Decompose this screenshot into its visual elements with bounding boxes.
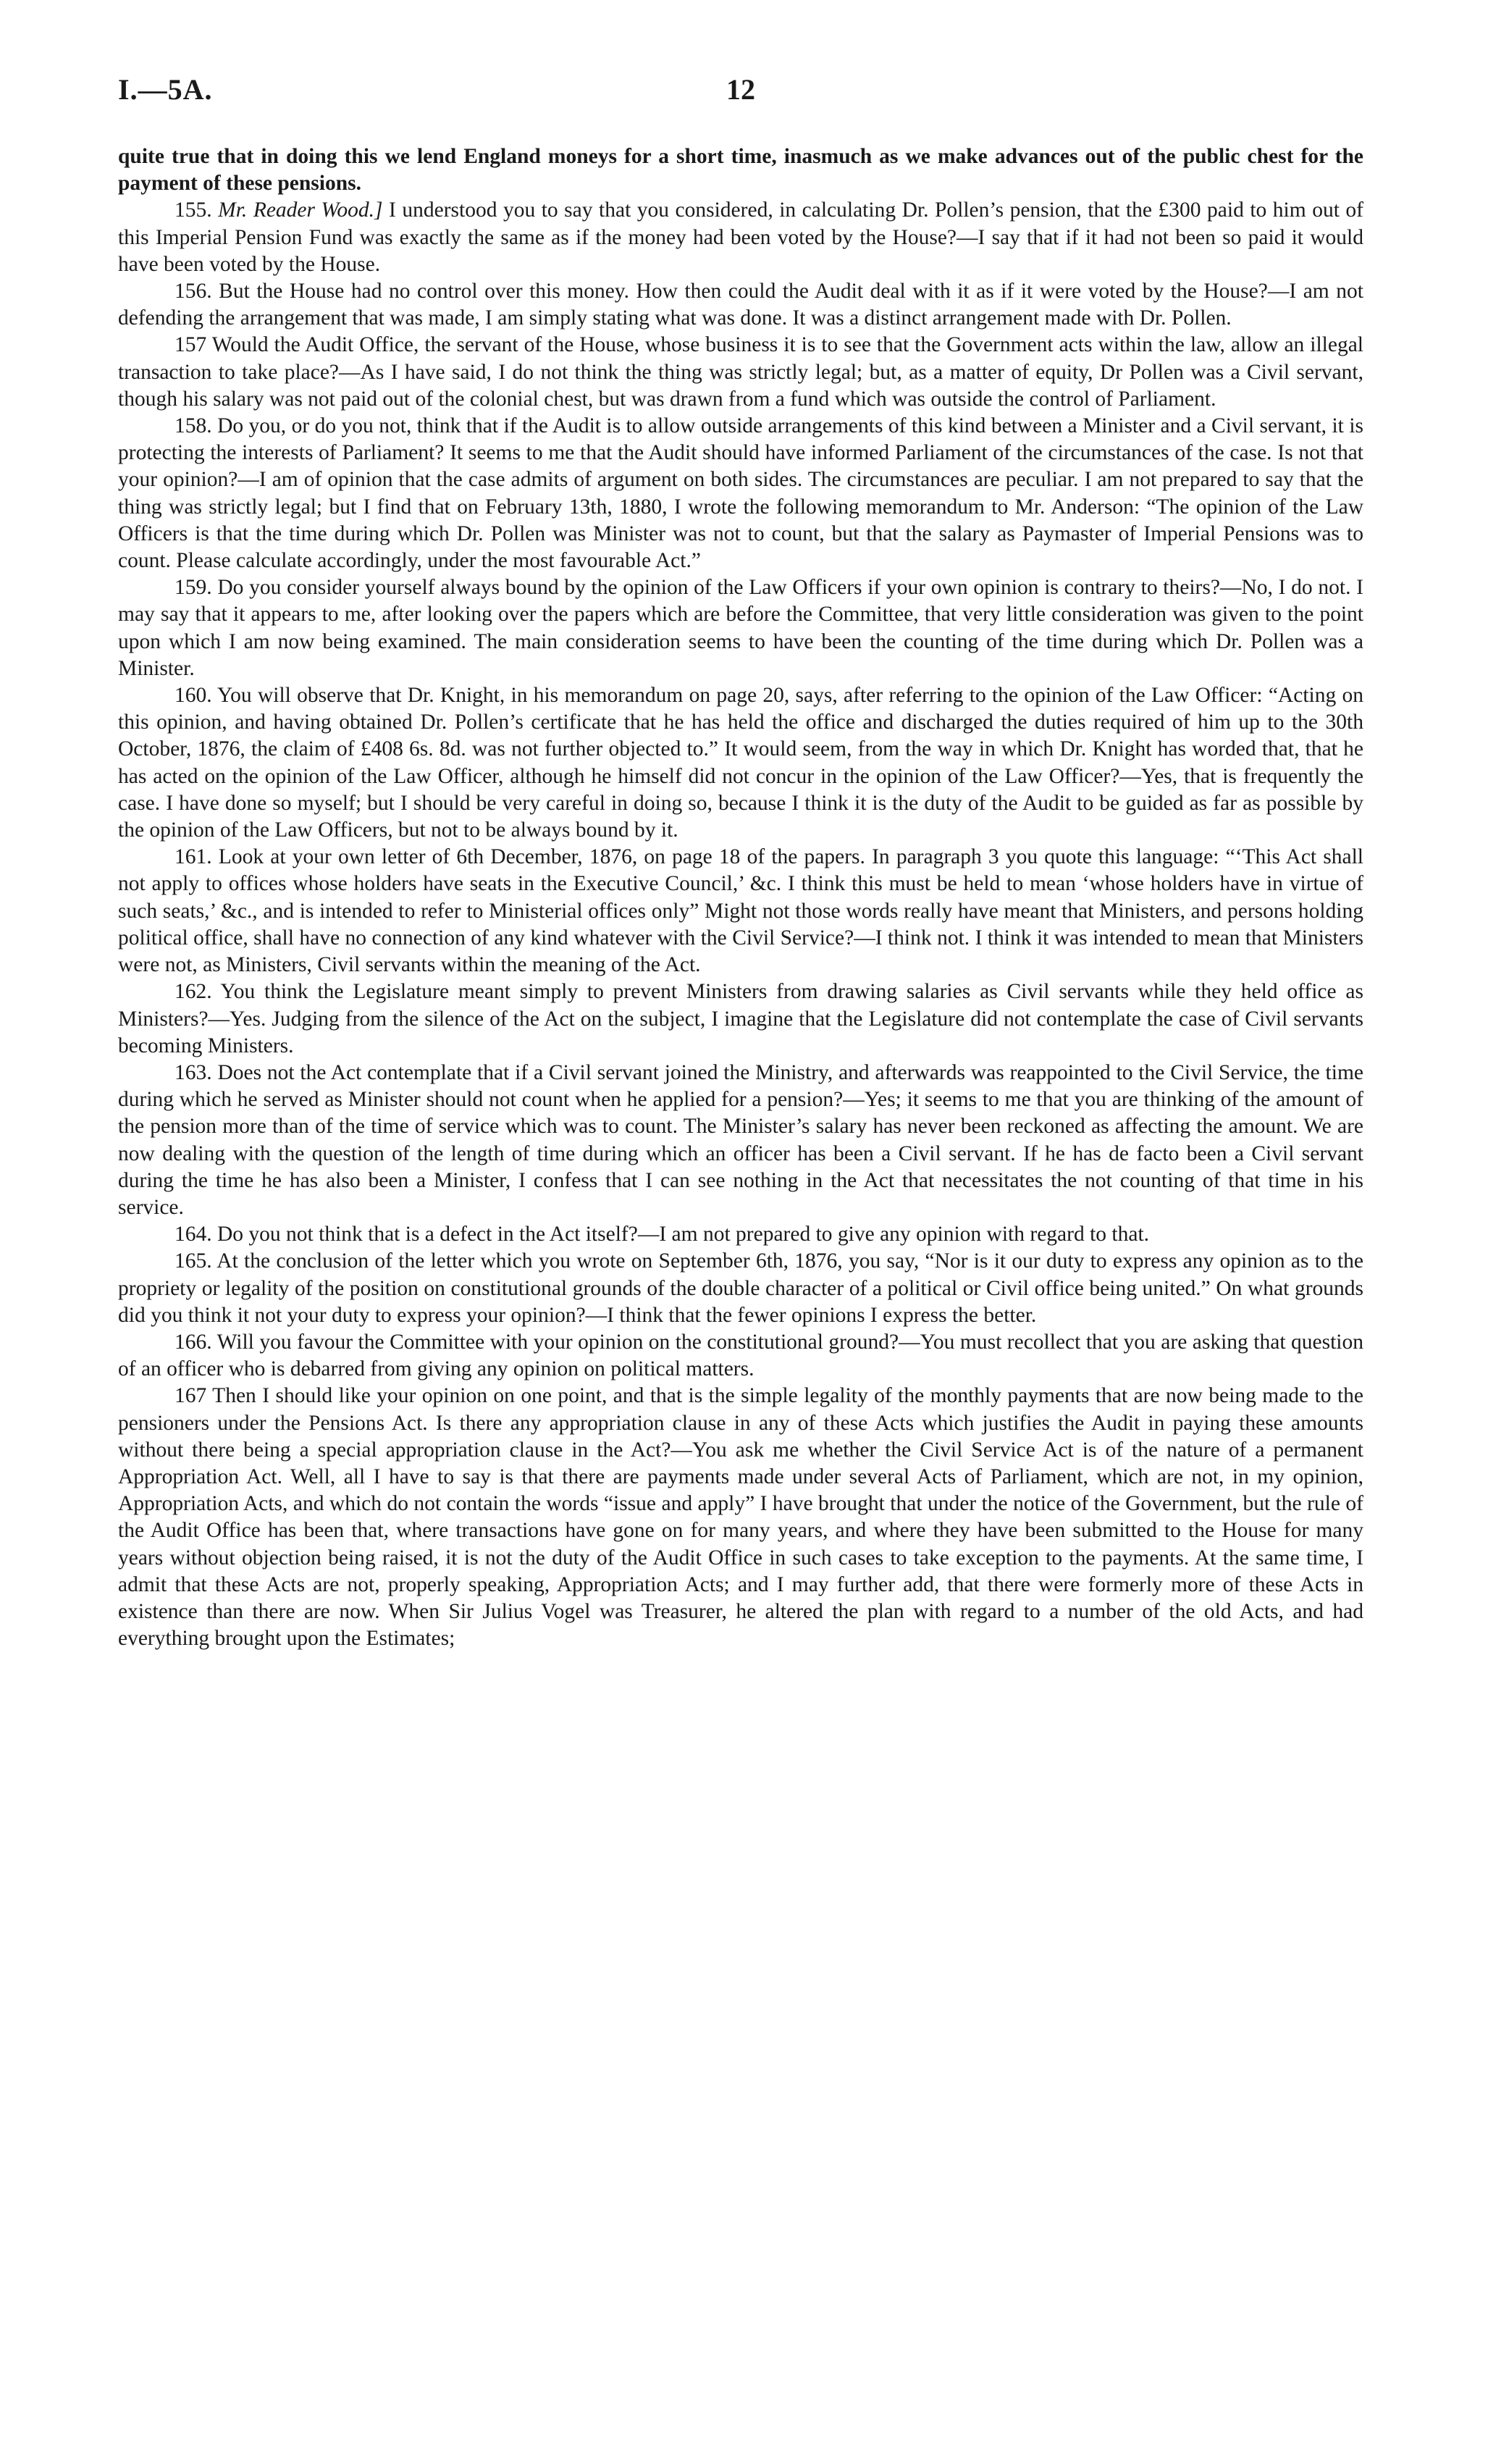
question-number: 156. bbox=[175, 280, 212, 303]
paragraph-text: I understood you to say that you considered, in calculating Dr. Pollen’s pension, that the £300 paid to him out of this Imperial Pension Fund was exactly the same as if the money had been voted by the House?—I say that if it had not been so paid it would have been voted by the House. bbox=[118, 198, 1363, 276]
paragraph-text: Do you not think that is a defect in the Act itself?—I am not prepared to give any opinion with regard to that. bbox=[217, 1223, 1150, 1246]
question-166 bbox=[118, 1329, 1363, 1383]
question-number: 158. bbox=[175, 414, 212, 438]
question-number: 161. bbox=[175, 845, 212, 869]
paragraph-text: Will you favour the Committee with your opinion on the constitutional ground?—You must recollect that you are asking that question of an officer who is debarred from giving any opinion on political matters. bbox=[118, 1330, 1363, 1381]
question-number: 159. bbox=[175, 576, 212, 600]
question-162 bbox=[118, 979, 1363, 1060]
question-number: 162. bbox=[175, 980, 212, 1004]
question-155 bbox=[118, 197, 1363, 278]
question-number: 166. bbox=[175, 1330, 212, 1354]
paragraph-text: quite true that in doing this we lend England moneys for a short time, inasmuch as we make advances out of the public chest for the payment of these pensions. bbox=[118, 145, 1363, 196]
question-165 bbox=[118, 1248, 1363, 1329]
question-number: 155. bbox=[175, 198, 212, 222]
page-header bbox=[118, 72, 1363, 123]
question-160 bbox=[118, 682, 1363, 844]
question-161 bbox=[118, 844, 1363, 979]
paragraph-text: Then I should like your opinion on one point, and that is the simple legality of the monthly payments that are now being made to the pensioners under the Pensions Act. Is there any appropriation clause in any of these Acts which justifies the Audit in paying these amounts without there being a special appropriation clause in the Act?—You ask me whether the Civil Service Act is of the nature of a permanent Appropriation Act. Well, all I have to say is that there are payments made under several Acts of Parliament, which are not, in my opinion, Appropriation Acts, and which do not contain the words “issue and apply” I have brought that under the notice of the Government, but the rule of the Audit Office has been that, where transactions have gone on for many years, and where they have been submitted to the House for many years without objection being raised, it is not the duty of the Audit Office in such cases to take exception to the payments. At the same time, I admit that these Acts are not, properly speaking, Appropriation Acts; and I may further add, that there were formerly more of these Acts in existence than there are now. When Sir Julius Vogel was Treasurer, he altered the plan with regard to a number of the old Acts, and had everything brought upon the Estimates; bbox=[118, 1384, 1364, 1651]
question-number: 165. bbox=[175, 1249, 212, 1273]
question-157 bbox=[118, 332, 1363, 413]
question-167 bbox=[118, 1383, 1363, 1652]
paragraph-text: Would the Audit Office, the servant of the House, whose business it is to see that the Government acts within the law, allow an illegal transaction to take place?—As I have said, I do not think the thing was strictly legal; but, as a matter of equity, Dr Pollen was a Civil servant, though his salary was not paid out of the colonial chest, but was drawn from a fund which was outside the control of Parliament. bbox=[118, 333, 1364, 411]
paragraph-text: You will observe that Dr. Knight, in his memorandum on page 20, says, after referring to the opinion of the Law Officer: “Acting on this opinion, and having obtained Dr. Pollen’s certificate that he has held the office and discharged the duties required of him up to the 30th October, 1876, the claim of £408 6s. 8d. was not further objected to.” It would seem, from the way in which Dr. Knight has worded that, that he has acted on the opinion of the Law Officer, although he himself did not concur in the opinion of the Law Officer?—Yes, that is frequently the case. I have done so myself; but I should be very careful in doing so, because I think it is the duty of the Audit to be guided as far as possible by the opinion of the Law Officers, but not to be always bound by it. bbox=[118, 684, 1364, 842]
paragraph-text: At the conclusion of the letter which you wrote on September 6th, 1876, you say, “Nor is it our duty to express any opinion as to the propriety or legality of the position on constitutional grounds of the double character of a political or Civil office being united.” On what grounds did you think it not your duty to express your opinion?—I think that the fewer opinions I express the better. bbox=[118, 1249, 1364, 1327]
question-number: 167 bbox=[175, 1384, 207, 1408]
paragraph-text: But the House had no control over this money. How then could the Audit deal with it as if it were voted by the House?—I am not defending the arrangement that was made, I am simply stating what was done. It was a distinct arrangement made with Dr. Pollen. bbox=[118, 280, 1363, 330]
question-164 bbox=[118, 1221, 1363, 1248]
question-158 bbox=[118, 413, 1363, 574]
question-156 bbox=[118, 278, 1363, 332]
question-number: 160. bbox=[175, 684, 212, 708]
paragraph-text: You think the Legislature meant simply to prevent Ministers from drawing salaries as Civil servants while they held office as Ministers?—Yes. Judging from the silence of the Act on the subject, I imagine that the Legislature did not contemplate the case of Civil servants becoming Ministers. bbox=[118, 980, 1364, 1057]
question-159 bbox=[118, 574, 1363, 682]
paragraph-text: Do you consider yourself always bound by the opinion of the Law Officers if your own opinion is contrary to theirs?—No, I do not. I may say that it appears to me, after looking over the papers which are before the Committee, that very little consideration was given to the point upon which I am now being examined. The main consideration seems to have been the counting of the time during which Dr. Pollen was a Minister. bbox=[118, 576, 1363, 680]
paragraph-text: Does not the Act contemplate that if a Civil servant joined the Ministry, and afterwards was reappointed to the Civil Service, the time during which he served as Minister should not count when he applied for a pension?—Yes; it seems to me that you are thinking of the amount of the pension more than of the time of service which was to count. The Minister’s salary has never been reckoned as affecting the amount. We are now dealing with the question of the length of time during which an officer has been a Civil servant. If he has de facto been a Civil servant during the time he has also been a Minister, I confess that I can see nothing in the Act that necessitates the not counting of that time in his service. bbox=[118, 1060, 1363, 1219]
document-page bbox=[118, 72, 1363, 1652]
question-number: 164. bbox=[175, 1223, 212, 1246]
question-number: 157 bbox=[175, 333, 207, 357]
paragraph-text: Look at your own letter of 6th December, 1876, on page 18 of the papers. In paragraph 3 you quote this language: “‘This Act shall not apply to offices whose holders have seats in the Executive Council,’ &c. I think this must be held to mean ‘whose holders have in virtue of such seats,’ &c., and is intended to refer to Ministerial offices only” Might not those words really have meant that Ministers, and persons holding political office, shall have no connection of any kind whatever with the Civil Service?—I think not. I think it was intended to mean that Ministers were not, as Ministers, Civil servants within the meaning of the Act. bbox=[118, 845, 1363, 977]
page-number: 12 bbox=[726, 73, 755, 106]
paragraph-continuation bbox=[118, 143, 1363, 197]
body-text bbox=[118, 143, 1363, 1652]
speaker-name: Mr. Reader Wood.] bbox=[218, 198, 383, 222]
document-id: I.—5A. bbox=[118, 73, 213, 106]
question-163 bbox=[118, 1060, 1363, 1221]
paragraph-text: Do you, or do you not, think that if the Audit is to allow outside arrangements of this kind between a Minister and a Civil servant, it is protecting the interests of Parliament? It seems to me that the Audit should have informed Parliament of the circumstances of the case. Is not that your opinion?—I am of opinion that the case admits of argument on both sides. The circumstances are peculiar. I am not prepared to say that the thing was strictly legal; but I find that on February 13th, 1880, I wrote the following memorandum to Mr. Anderson: “The opinion of the Law Officers is that the time during which Dr. Pollen was Minister was not to count, but that the salary as Paymaster of Imperial Pensions was to count. Please calculate accordingly, under the most favourable Act.” bbox=[118, 414, 1363, 573]
question-number: 163. bbox=[175, 1060, 212, 1084]
